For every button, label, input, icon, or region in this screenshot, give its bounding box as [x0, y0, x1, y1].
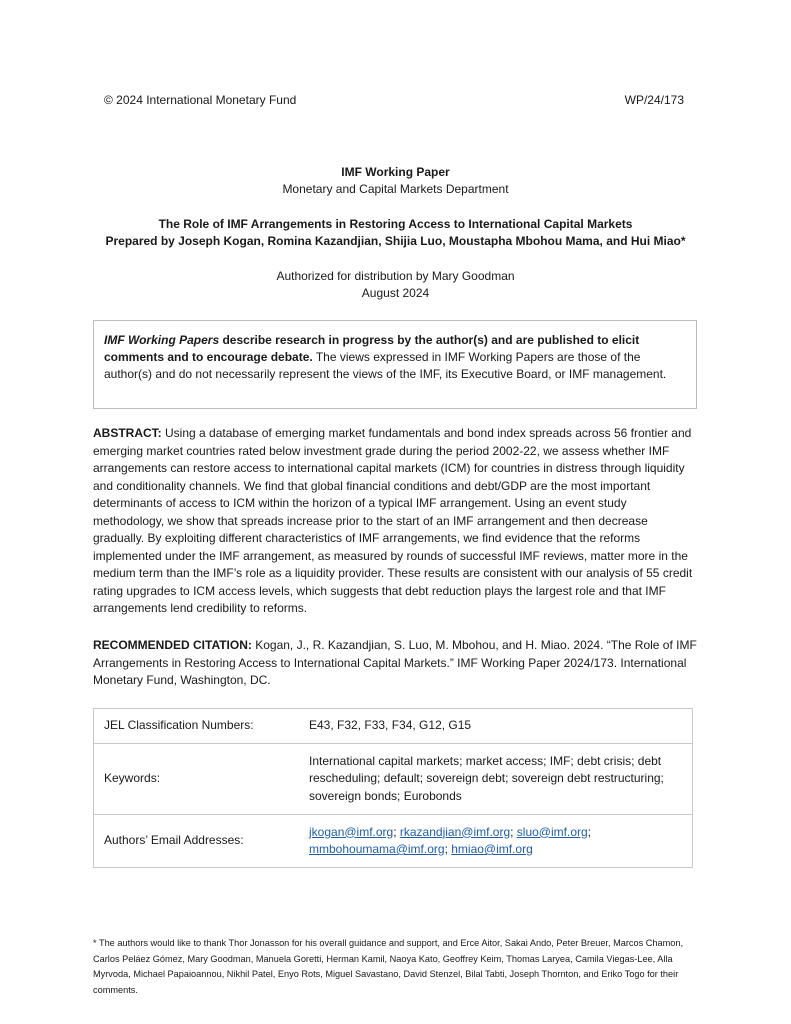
emails-value: jkogan@imf.org; rkazandjian@imf.org; sluo@imf.org; mmbohoumama@imf.org; hmiao@imf.org — [308, 815, 693, 868]
abstract-text: Using a database of emerging market fundamentals and bond index spreads across 56 frontier and emerging market countries rated below investment grade during the period 2002-22, we assess whether IMF arrangements can restore access to international capital markets (ICM) for countries in distress through liquidity and conditionality channels. We find that global financial conditions and debt/GDP are the most important determinants of access to ICM within the horizon of a typical IMF arrangement. Using an event study methodology, we show that spreads increase prior to the start of an IMF arrangement and then decrease gradually. By exploiting different characteristics of IMF arrangements, we find evidence that the reforms implemented under the IMF arrangement, as measured by rounds of successful IMF reviews, matter more in the medium term than the IMF’s role as a liquidity provider. These results are consistent with our analysis of 55 credit rating upgrades to ICM access levels, which suggests that debt reduction plays the largest role and that IMF arrangements lend credibility to reforms. — [93, 426, 693, 615]
email-separator: ; — [444, 842, 452, 856]
disclaimer-series-italic: IMF Working Papers — [104, 333, 220, 347]
keywords-label: Keywords: — [94, 744, 309, 815]
disclaimer-body: The views expressed in IMF Working Papers are those of the author(s) and do not necessarily represent the views of the IMF, its Executive Board, or IMF management. — [104, 350, 667, 381]
jel-label: JEL Classification Numbers: — [94, 709, 309, 744]
paper-number: WP/24/173 — [624, 93, 684, 107]
authors-line: Prepared by Joseph Kogan, Romina Kazandjian, Shijia Luo, Moustapha Mbohou Mama, and Hui Miao* — [105, 234, 686, 248]
email-link-miao[interactable]: hmiao@imf.org — [451, 842, 533, 856]
recommended-citation — [93, 637, 699, 690]
paper-title: The Role of IMF Arrangements in Restoring Access to International Capital Markets — [158, 217, 633, 231]
acknowledgement-footnote: * The authors would like to thank Thor Jonasson for his overall guidance and support, and Erce Aitor, Sakai Ando, Peter Breuer, Marcos Chamon, Carlos Peláez Gómez, Mary Goodman, Manuela Goretti, Herman Kamil, Naoya Kato, Geoffrey Keim, Thomas Laryea, Camila Viegas-Lee, Alla Myrvoda, Michael Papaioannou, Nikhil Patel, Enyo Rots, Miguel Savastano, David Stenzel, Bilal Tabti, Joseph Thornton, and Eriko Togo for their comments. — [93, 938, 684, 995]
series-name: IMF Working Paper — [341, 165, 450, 179]
email-link-kazandjian[interactable]: rkazandjian@imf.org — [399, 824, 511, 839]
metadata-table — [93, 708, 693, 868]
email-separator: ; — [393, 824, 400, 839]
citation-text: Kogan, J., R. Kazandjian, S. Luo, M. Mbohou, and H. Miao. 2024. “The Role of IMF Arrangements in Restoring Access to International Capital Markets.” IMF Working Paper 2024/173. International Monetary Fund, Washington, DC. — [93, 638, 697, 687]
citation-label: RECOMMENDED CITATION: — [93, 638, 252, 652]
abstract — [93, 425, 699, 618]
authorization-line: Authorized for distribution by Mary Goodman — [276, 269, 515, 283]
jel-row — [94, 709, 693, 744]
emails-row — [94, 815, 693, 868]
keywords-value: International capital markets; market access; IMF; debt crisis; debt rescheduling; default; sovereign debt; sovereign debt restructuring; sovereign bonds; Eurobonds — [308, 744, 693, 815]
email-separator: ; — [510, 824, 517, 839]
keywords-row — [94, 744, 693, 815]
disclaimer-box — [93, 320, 697, 409]
emails-label: Authors’ Email Addresses: — [94, 815, 309, 868]
publication-date: August 2024 — [361, 286, 430, 300]
series-block — [0, 164, 791, 198]
authorization-block — [0, 268, 791, 302]
abstract-label: ABSTRACT: — [93, 426, 162, 440]
disclaimer-lead-rest: describe research in progress by the author(s) and are published to elicit comments and to encourage debate. — [104, 333, 640, 364]
department-name: Monetary and Capital Markets Department — [282, 182, 509, 196]
email-link-luo[interactable]: sluo@imf.org — [516, 824, 588, 839]
email-link-mbohoumama[interactable]: mmbohoumama@imf.org — [309, 842, 445, 856]
title-block — [0, 216, 791, 250]
copyright-notice: © 2024 International Monetary Fund — [104, 93, 297, 107]
email-link-kogan[interactable]: jkogan@imf.org — [309, 824, 394, 839]
jel-value: E43, F32, F33, F34, G12, G15 — [308, 709, 693, 744]
